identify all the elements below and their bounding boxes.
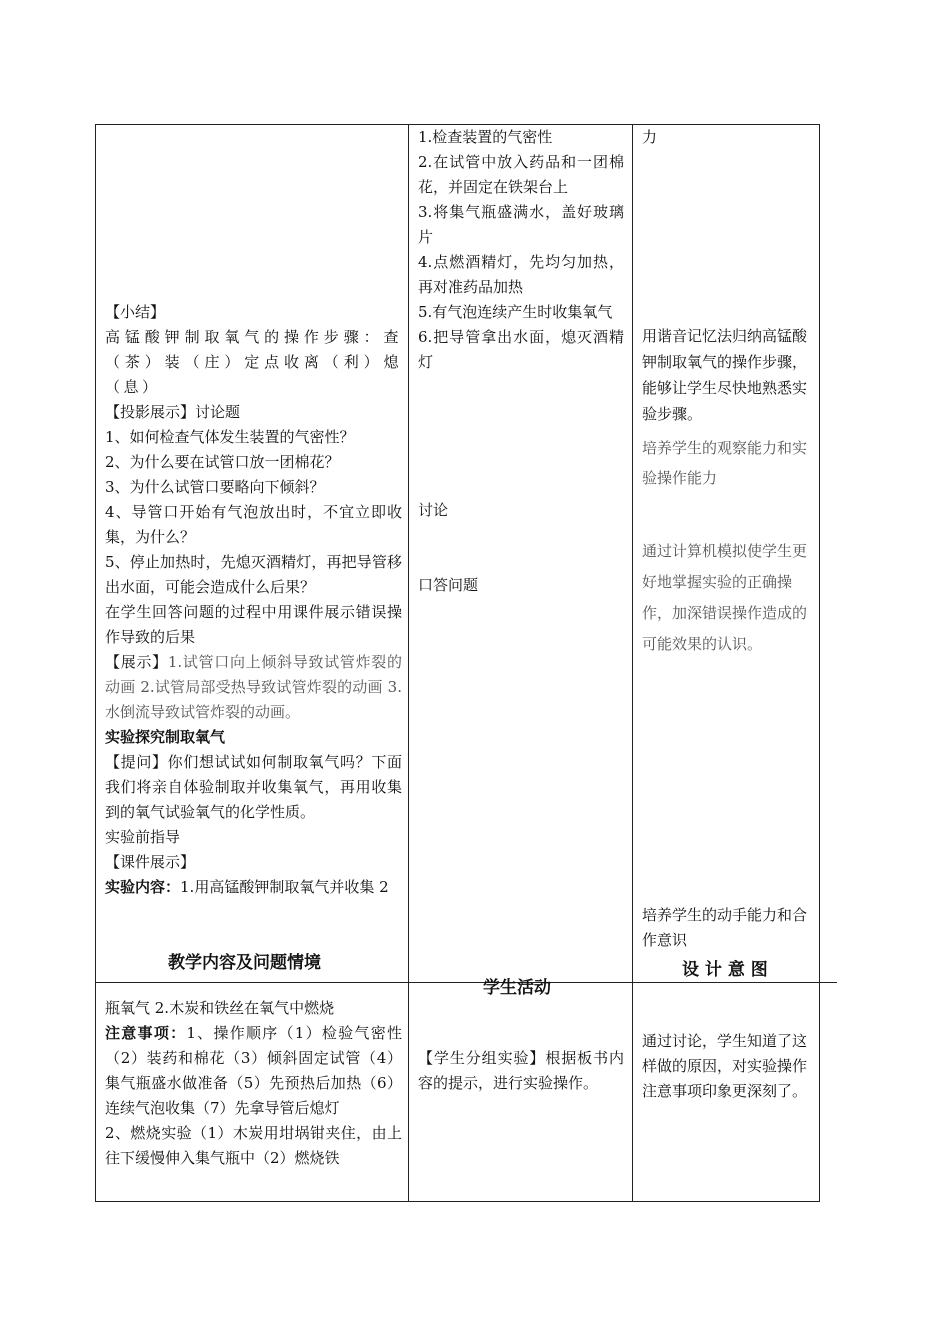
content-cell-top [105, 300, 402, 900]
courseware-note: 在学生回答问题的过程中用课件展示错误操作导致的后果 [105, 603, 402, 646]
content-cell-bottom [105, 996, 402, 1171]
discussion-label: 讨论 [418, 501, 449, 519]
content-text: 1.用高锰酸钾制取氧气并收集 2 [180, 878, 389, 896]
show-text: 1.试管口向上倾斜导致试管炸裂的动画 2.试管局部受热导致试管炸裂的动画 3. 水倒流导致试管炸裂的动画。 [105, 653, 402, 721]
question-item: 3、为什么试管口要略向下倾斜？ [105, 478, 325, 496]
step-item: 5.有气泡连续产生时收集氧气 [418, 303, 613, 321]
summary-text: 高锰酸钾制取氧气的操作步骤：查（茶）装（庄）定点收离（利）熄（息） [105, 328, 402, 396]
content-paragraph [105, 875, 402, 900]
header-content: 教学内容及问题情境 [168, 953, 321, 973]
design-mnemonic: 用谐音记忆法归纳高锰酸钾制取氧气的操作步骤，能够让学生尽快地熟悉实验步骤。 [642, 327, 808, 423]
table-border-right [819, 124, 820, 1202]
experiment-title: 实验探究制取氧气 [105, 728, 226, 746]
step-item: 6.把导管拿出水面，熄灭酒精灯 [418, 328, 624, 371]
notice-label: 注意事项： [105, 1024, 187, 1042]
content-label: 实验内容： [105, 878, 181, 896]
design-fragment: 力 [642, 128, 658, 146]
student-cell-top [418, 125, 624, 375]
design-discussion-purpose: 通过讨论，学生知道了这样做的原因，对实验操作注意事项印象更深刻了。 [642, 1032, 808, 1100]
question-label: 【提问】 [105, 753, 168, 771]
header-rule [95, 982, 837, 983]
design-simulation: 通过计算机模拟使学生更好地掌握实验的正确操作，加深错误操作造成的可能效果的认识。 [642, 542, 808, 653]
table-border-bottom [95, 1201, 820, 1202]
notice-paragraph [105, 1021, 402, 1121]
burn-text: 2、燃烧实验（1）木炭用坩埚钳夹住，由上往下缓慢伸入集气瓶中（2）燃烧铁 [105, 1124, 402, 1167]
oral-answer-label: 口答问题 [418, 576, 479, 594]
design-observe: 培养学生的观察能力和实验操作能力 [642, 439, 808, 487]
courseware-show: 【课件展示】 [105, 853, 196, 871]
question-item: 1、如何检查气体发生装置的气密性？ [105, 428, 355, 446]
question-paragraph [105, 750, 402, 825]
step-item: 2.在试管中放入药品和一团棉花，并固定在铁架台上 [418, 153, 624, 196]
step-item: 1.检查装置的气密性 [418, 128, 553, 146]
student-group-experiment: 【学生分组实验】根据板书内容的提示，进行实验操作。 [418, 1049, 624, 1092]
step-item: 3.将集气瓶盛满水，盖好玻璃片 [418, 203, 624, 246]
show-paragraph [105, 650, 402, 725]
step-item: 4.点燃酒精灯，先均匀加热，再对准药品加热 [418, 253, 624, 296]
question-item: 2、为什么要在试管口放一团棉花？ [105, 453, 340, 471]
projection-heading: 【投影展示】讨论题 [105, 403, 241, 421]
notice-text: 1、操作顺序（1）检验气密性（2）装药和棉花（3）倾斜固定试管（4）集气瓶盛水做准备（5）先预热后加热（6）连续气泡收集（7）先拿导管后熄灯 [105, 1024, 402, 1117]
question-item: 4、导管口开始有气泡放出时，不宜立即收集，为什么？ [105, 503, 402, 546]
column-divider-1 [408, 124, 409, 1202]
pre-guidance: 实验前指导 [105, 828, 181, 846]
table-border-left [95, 124, 96, 1202]
design-hands-on: 培养学生的动手能力和合作意识 [642, 906, 808, 949]
header-student: 学生活动 [483, 978, 551, 998]
column-divider-2 [632, 124, 633, 1202]
continued-text: 瓶氧气 2.木炭和铁丝在氧气中燃烧 [105, 999, 335, 1017]
question-text: 你们想试试如何制取氧气吗？下面我们将亲自体验制取并收集氧气，再用收集到的氧气试验氧气的化学性质。 [105, 753, 402, 821]
summary-heading: 【小结】 [105, 303, 166, 321]
question-item: 5、停止加热时，先熄灭酒精灯，再把导管移出水面，可能会造成什么后果？ [105, 553, 402, 596]
header-design: 设 计 意 图 [682, 960, 768, 980]
show-label: 【展示】 [105, 653, 168, 671]
